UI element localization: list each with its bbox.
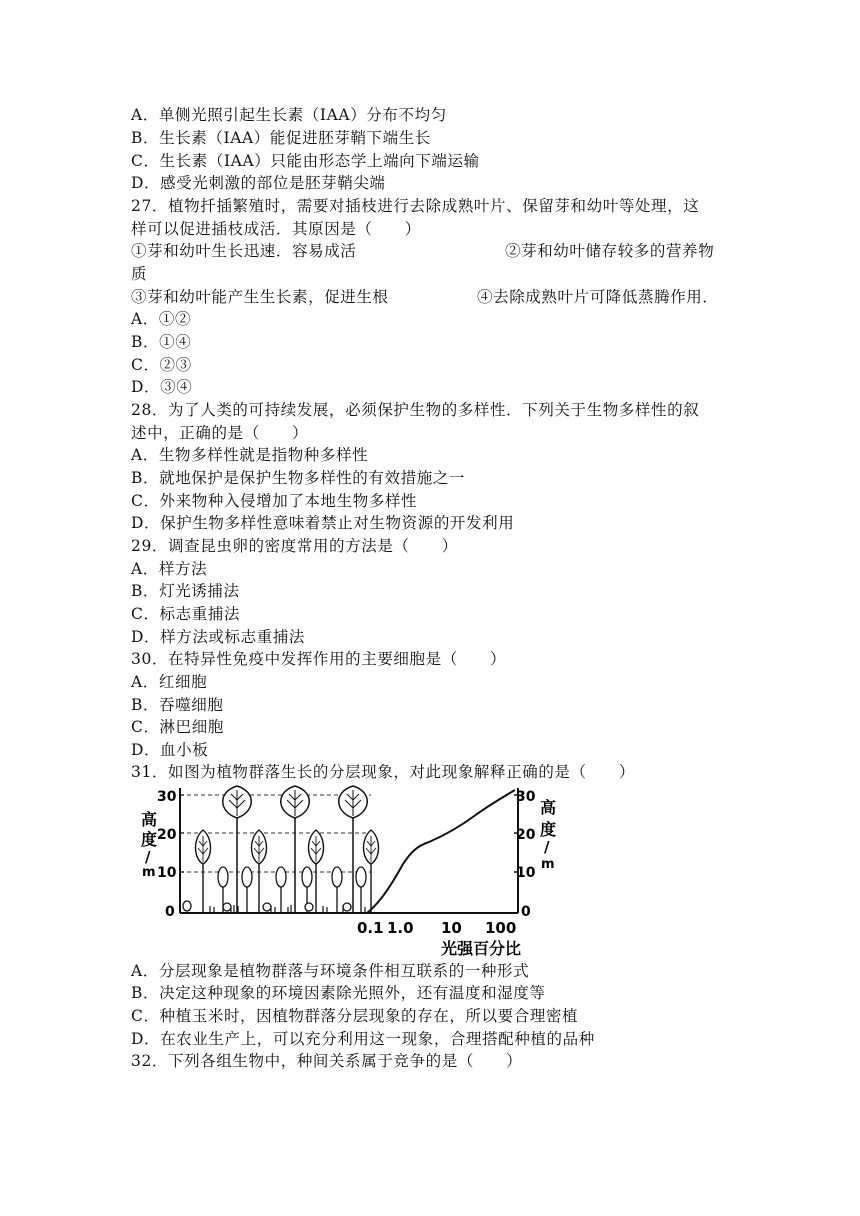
left-tick-0: 0 [165,904,175,920]
right-tick-0: 0 [521,904,531,920]
option-28b: B．就地保护是保护生物多样性的有效措施之一 [131,469,465,487]
plant-layering-figure [131,782,557,960]
question-30: 30．在特异性免疫中发挥作用的主要细胞是（ ） [131,650,507,668]
question-31: 31．如图为植物群落生长的分层现象，对此现象解释正确的是（ ） [131,763,635,781]
option-29c: C．标志重捕法 [131,605,241,623]
option-30a: A．红细胞 [131,673,208,691]
right-tick-30: 30 [516,789,536,805]
x-axis-label: 光强百分比 [441,939,522,958]
option-27d: D．③④ [131,378,193,396]
option-29b: B．灯光诱捕法 [131,582,240,600]
left-axis-label-1: 高 [141,810,158,829]
option-27b: B．①④ [131,333,192,351]
right-tick-20: 20 [516,827,536,843]
question-28-line1: 28．为了人类的可持续发展，必须保护生物的多样性．下列关于生物多样性的叙 [131,401,700,419]
right-axis-label-1: 高 [540,798,557,817]
option-31a: A．分层现象是植物群落与环境条件相互联系的一种形式 [131,962,530,980]
option-26c: C．生长素（IAA）只能由形态学上端向下端运输 [131,152,480,170]
option-26b: B．生长素（IAA）能促进胚芽鞘下端生长 [131,129,431,147]
left-tick-20: 20 [157,827,177,843]
option-29d: D．样方法或标志重捕法 [131,628,306,646]
option-28a: A．生物多样性就是指物种多样性 [131,446,369,464]
option-27a: A．①② [131,310,192,328]
left-axis-label-2: 度 [141,830,158,849]
question-29: 29．调查昆虫卵的密度常用的方法是（ ） [131,537,458,555]
x-tick-1.0: 1.0 [387,919,414,937]
option-27c: C．②③ [131,356,192,374]
x-tick-10: 10 [441,919,462,937]
right-tick-10: 10 [516,865,536,881]
x-tick-100: 100 [485,919,517,937]
question-32: 32．下列各组生物中，种间关系属于竞争的是（ ） [131,1052,523,1070]
statement-27-3: ③芽和幼叶能产生生长素，促进生根 [131,288,389,306]
option-28c: C．外来物种入侵增加了本地生物多样性 [131,492,418,510]
option-31d: D．在农业生产上，可以充分利用这一现象，合理搭配种植的品种 [131,1030,595,1048]
left-tick-10: 10 [157,865,177,881]
option-29a: A．样方法 [131,560,208,578]
right-axis-label-4: m [541,857,555,872]
option-26d: D．感受光刺激的部位是胚芽鞘尖端 [131,174,386,192]
statement-27-4: ④去除成熟叶片可降低蒸腾作用． [477,288,719,306]
statement-27-2-cont: 质 [131,265,148,283]
statement-27-1: ①芽和幼叶生长迅速．容易成活 [131,242,357,260]
option-31c: C．种植玉米时，因植物群落分层现象的存在，所以要合理密植 [131,1007,579,1025]
light-intensity-curve [367,790,515,913]
right-axis-label-2: 度 [540,820,557,839]
statement-27-2: ②芽和幼叶储存较多的营养物 [505,242,715,260]
grass-icon [210,905,365,913]
question-28-line2: 述中，正确的是（ ） [131,424,309,442]
option-30c: C．淋巴细胞 [131,718,224,736]
option-30d: D．血小板 [131,741,209,759]
x-tick-0.1: 0.1 [357,919,384,937]
left-axis-label-3: / [145,848,151,866]
option-30b: B．吞噬细胞 [131,696,224,714]
option-28d: D．保护生物多样性意味着禁止对生物资源的开发利用 [131,514,515,532]
right-axis-label-3: / [544,838,550,856]
option-31b: B．决定这种现象的环境因素除光照外，还有温度和湿度等 [131,984,546,1002]
question-27-line1: 27．植物扦插繁殖时，需要对插枝进行去除成熟叶片、保留芽和幼叶等处理，这 [131,197,700,215]
question-27-line2: 样可以促进插枝成活．其原因是（ ） [131,220,421,238]
option-26a: A．单侧光照引起生长素（IAA）分布不均匀 [131,106,447,124]
tall-tree-icon [223,786,368,913]
left-tick-30: 30 [157,789,177,805]
left-axis-label-4: m [142,865,156,880]
